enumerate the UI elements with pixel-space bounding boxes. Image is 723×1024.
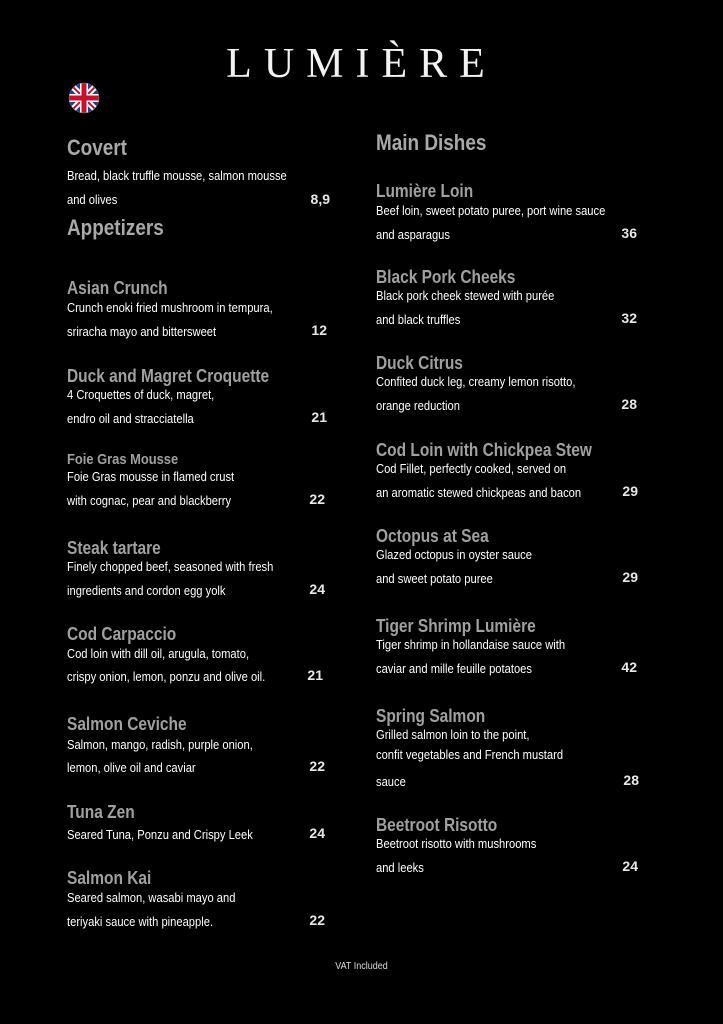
dish-desc: Confited duck leg, creamy lemon risotto,: [376, 374, 576, 389]
dish-name: Salmon Kai: [67, 868, 152, 888]
dish-price: 36: [621, 225, 637, 241]
dish-desc: Foie Gras mousse in flamed crust: [67, 469, 235, 484]
covert-desc-line2: and olives: [67, 192, 118, 207]
dish-desc: Finely chopped beef, seasoned with fresh: [67, 559, 274, 574]
dish-name: Steak tartare: [67, 538, 161, 558]
covert-title: Covert: [67, 135, 127, 160]
dish-name: Salmon Ceviche: [67, 714, 187, 734]
dish-price: 21: [307, 667, 323, 683]
dish-desc: ingredients and cordon egg yolk: [67, 583, 226, 598]
dish-price: 21: [311, 409, 327, 425]
appetizers-title: Appetizers: [67, 215, 164, 240]
main-dishes-title: Main Dishes: [376, 130, 487, 155]
dish-name: Duck Citrus: [376, 353, 463, 373]
dish-desc: teriyaki sauce with pineapple.: [67, 914, 214, 929]
dish-price: 24: [309, 825, 325, 841]
dish-desc: crispy onion, lemon, ponzu and olive oil.: [67, 669, 266, 684]
dish-price: 28: [623, 772, 639, 788]
dish-price: 32: [621, 310, 637, 326]
dish-desc: with cognac, pear and blackberry: [67, 493, 232, 508]
covert-desc-line1: Bread, black truffle mousse, salmon mousse: [67, 168, 287, 183]
dish-desc: orange reduction: [376, 398, 460, 413]
dish-desc: sriracha mayo and bittersweet: [67, 324, 217, 339]
dish-price: 12: [311, 322, 327, 338]
dish-desc: Seared Tuna, Ponzu and Crispy Leek: [67, 827, 253, 842]
dish-price: 22: [309, 912, 325, 928]
dish-price: 22: [309, 758, 325, 774]
dish-name: Foie Gras Mousse: [67, 451, 179, 468]
dish-desc: and sweet potato puree: [376, 571, 493, 586]
dish-price: 42: [621, 659, 637, 675]
dish-desc: an aromatic stewed chickpeas and bacon: [376, 485, 582, 500]
dish-name: Spring Salmon: [376, 706, 486, 726]
dish-price: 29: [622, 569, 638, 585]
dish-desc: Beef loin, sweet potato puree, port wine sauce: [376, 203, 606, 218]
dish-desc: Glazed octopus in oyster sauce: [376, 547, 532, 562]
dish-desc: and black truffles: [376, 312, 461, 327]
uk-flag-icon[interactable]: [68, 82, 100, 114]
dish-desc: Tiger shrimp in hollandaise sauce with: [376, 637, 566, 652]
dish-name: Black Pork Cheeks: [376, 267, 516, 287]
dish-price: 28: [621, 396, 637, 412]
dish-name: Duck and Magret Croquette: [67, 366, 270, 386]
dish-desc: confit vegetables and French mustard: [376, 747, 564, 762]
dish-desc: endro oil and stracciatella: [67, 411, 194, 426]
dish-name: Lumière Loin: [376, 181, 474, 201]
dish-name: Tuna Zen: [67, 802, 135, 822]
dish-desc: Grilled salmon loin to the point,: [376, 727, 530, 742]
dish-name: Cod Carpaccio: [67, 624, 177, 644]
dish-name: Cod Loin with Chickpea Stew: [376, 440, 592, 460]
dish-name: Asian Crunch: [67, 278, 168, 298]
dish-desc: lemon, olive oil and caviar: [67, 760, 196, 775]
dish-desc: 4 Croquettes of duck, magret,: [67, 387, 215, 402]
dish-name: Beetroot Risotto: [376, 815, 498, 835]
dish-desc: Beetroot risotto with mushrooms: [376, 836, 537, 851]
restaurant-name: LUMIÈRE: [226, 41, 497, 87]
dish-desc: Cod loin with dill oil, arugula, tomato,: [67, 646, 250, 661]
dish-price: 22: [309, 491, 325, 507]
dish-desc: and asparagus: [376, 227, 450, 242]
dish-desc: sauce: [376, 774, 406, 789]
vat-note: VAT Included: [335, 961, 388, 972]
dish-name: Octopus at Sea: [376, 526, 489, 546]
covert-price: 8,9: [310, 191, 330, 207]
dish-desc: Seared salmon, wasabi mayo and: [67, 890, 236, 905]
dish-desc: Cod Fillet, perfectly cooked, served on: [376, 461, 567, 476]
dish-name: Tiger Shrimp Lumière: [376, 616, 536, 636]
dish-price: 24: [622, 858, 638, 874]
dish-desc: Black pork cheek stewed with purée: [376, 288, 555, 303]
dish-desc: Salmon, mango, radish, purple onion,: [67, 737, 253, 752]
dish-desc: caviar and mille feuille potatoes: [376, 661, 532, 676]
dish-price: 24: [309, 581, 325, 597]
dish-price: 29: [622, 483, 638, 499]
dish-desc: and leeks: [376, 860, 424, 875]
dish-desc: Crunch enoki fried mushroom in tempura,: [67, 300, 273, 315]
